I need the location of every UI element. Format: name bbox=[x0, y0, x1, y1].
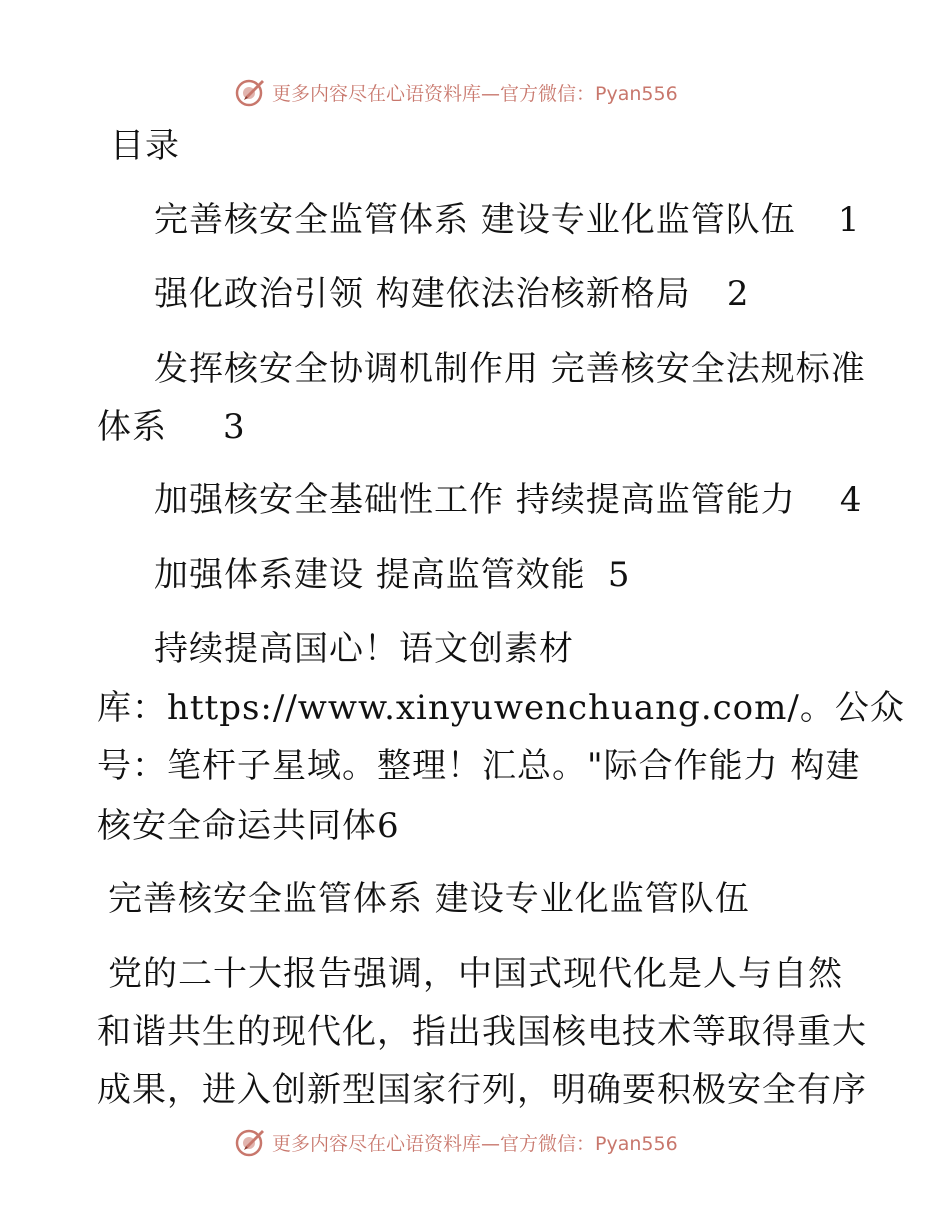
toc-item-continuation[interactable]: 体系 3 bbox=[97, 407, 246, 447]
body-line: 和谐共生的现代化，指出我国核电技术等取得重大 bbox=[97, 1012, 867, 1052]
body-line: 成果，进入创新型国家行列，明确要积极安全有序 bbox=[97, 1070, 867, 1110]
footer-banner bbox=[0, 1122, 950, 1162]
toc-item[interactable]: 加强核安全基础性工作 持续提高监管能力 4 bbox=[154, 480, 863, 520]
toc-item[interactable]: 加强体系建设 提高监管效能 5 bbox=[154, 555, 631, 595]
toc-item-last-line: 号：笔杆子星域。整理！汇总。"际合作能力 构建 bbox=[97, 746, 861, 786]
pen-logo-icon bbox=[234, 1126, 266, 1158]
header-banner bbox=[0, 72, 950, 112]
toc-item-last-line: 持续提高国心！语文创素材 bbox=[154, 629, 574, 669]
header-banner-text: 更多内容尽在心语资料库—官方微信：Pyan556 bbox=[272, 82, 678, 105]
body-line: 党的二十大报告强调，中国式现代化是人与自然 bbox=[108, 954, 843, 994]
toc-item-last-line: 库：https://www.xinyuwenchuang.com/。公众 bbox=[97, 688, 905, 728]
toc-item[interactable]: 完善核安全监管体系 建设专业化监管队伍 1 bbox=[154, 200, 861, 240]
toc-title: 目录 bbox=[110, 126, 180, 166]
toc-item[interactable]: 发挥核安全协调机制作用 完善核安全法规标准 bbox=[154, 349, 866, 389]
section-heading: 完善核安全监管体系 建设专业化监管队伍 bbox=[108, 879, 750, 919]
toc-item-last-line: 核安全命运共同体6 bbox=[97, 806, 400, 846]
pen-logo-icon bbox=[234, 76, 266, 108]
toc-item[interactable]: 强化政治引领 构建依法治核新格局 2 bbox=[154, 274, 750, 314]
footer-banner-text: 更多内容尽在心语资料库—官方微信：Pyan556 bbox=[272, 1132, 678, 1155]
